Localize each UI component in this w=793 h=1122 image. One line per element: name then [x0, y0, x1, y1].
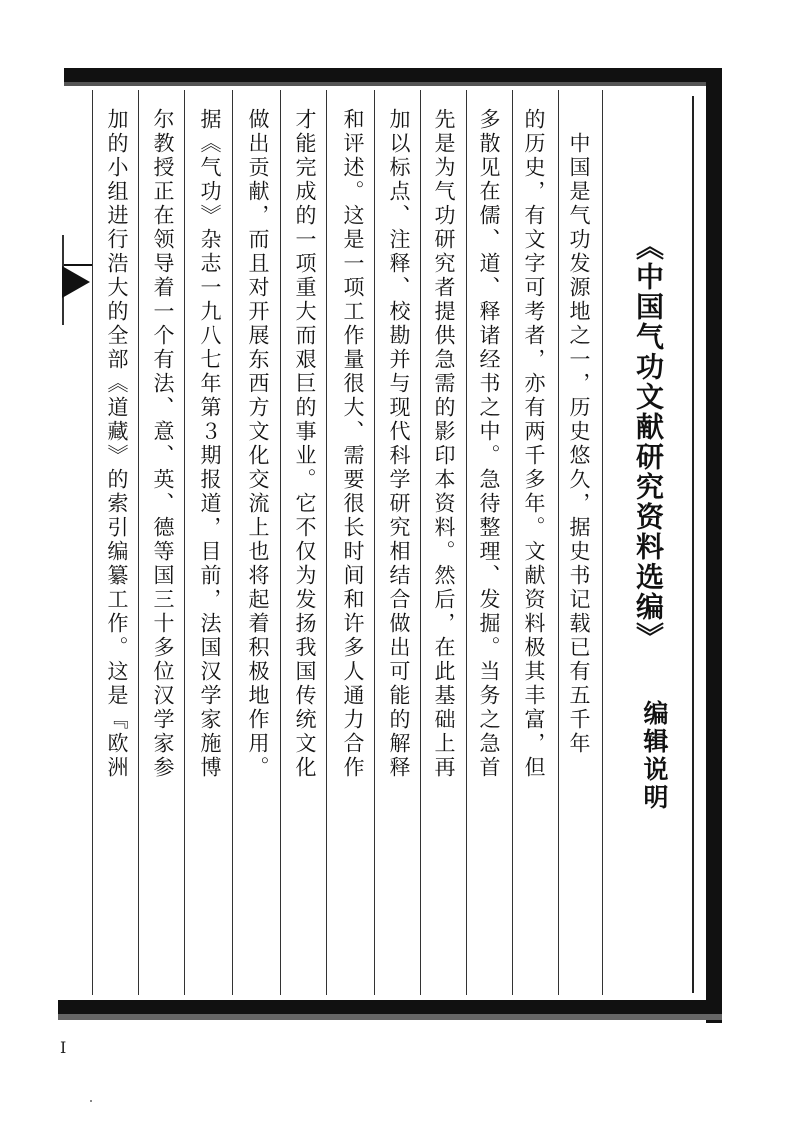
column-rule	[558, 90, 559, 995]
text-line: 据《气功》杂志一九八七年第３期报道，目前，法国汉学家施博	[198, 108, 222, 780]
text-line: 做出贡献，而且对开展东西方文化交流上也将起着积极地作用。	[246, 108, 270, 780]
section-heading: 编辑说明	[640, 700, 669, 812]
column-rule	[92, 90, 93, 995]
page-mark: I	[60, 1038, 67, 1057]
text-line: 和评述。这是一项工作量很大、需要很长时间和许多人通力合作	[341, 108, 365, 780]
frame-top-border	[64, 68, 722, 82]
text-line: 中国是气功发源地之一，历史悠久，据史书记载已有五千年	[567, 108, 591, 756]
document-title: 《中国气功文献研究资料选编》	[632, 232, 665, 652]
text-line: 才能完成的一项重大而艰巨的事业。它不仅为发扬我国传统文化	[293, 108, 317, 780]
text-line: 多散见在儒、道、释诸经书之中。急待整理、发掘。当务之急首	[477, 108, 501, 780]
column-rule	[420, 90, 421, 995]
frame-right-border	[706, 68, 722, 1023]
column-rule	[138, 90, 139, 995]
frame-bottom-border	[58, 1000, 722, 1014]
text-line: 的历史，有文字可考者，亦有两千多年。文献资料极其丰富，但	[522, 108, 546, 780]
frame-bottom-shadow	[58, 1014, 722, 1020]
column-rule	[466, 90, 467, 995]
text-line: 加的小组进行浩大的全部《道藏》的索引编纂工作。这是『欧洲	[105, 108, 129, 780]
text-line: 先是为气功研究者提供急需的影印本资料。然后，在此基础上再	[432, 108, 456, 780]
frame-left-triangle-mark	[62, 266, 90, 298]
column-rule	[326, 90, 327, 995]
scan-speck	[90, 1100, 92, 1102]
inner-right-rule	[692, 96, 694, 993]
column-rule	[280, 90, 281, 995]
column-rule	[232, 90, 233, 995]
column-rule	[512, 90, 513, 995]
column-rule	[184, 90, 185, 995]
text-line: 尔教授正在领导着一个有法、意、英、德等国三十多位汉学家参	[151, 108, 175, 780]
frame-top-shadow	[64, 82, 722, 86]
column-rule	[374, 90, 375, 995]
column-rule	[602, 90, 603, 995]
text-line: 加以标点、注释、校勘并与现代科学研究相结合做出可能的解释	[387, 108, 411, 780]
